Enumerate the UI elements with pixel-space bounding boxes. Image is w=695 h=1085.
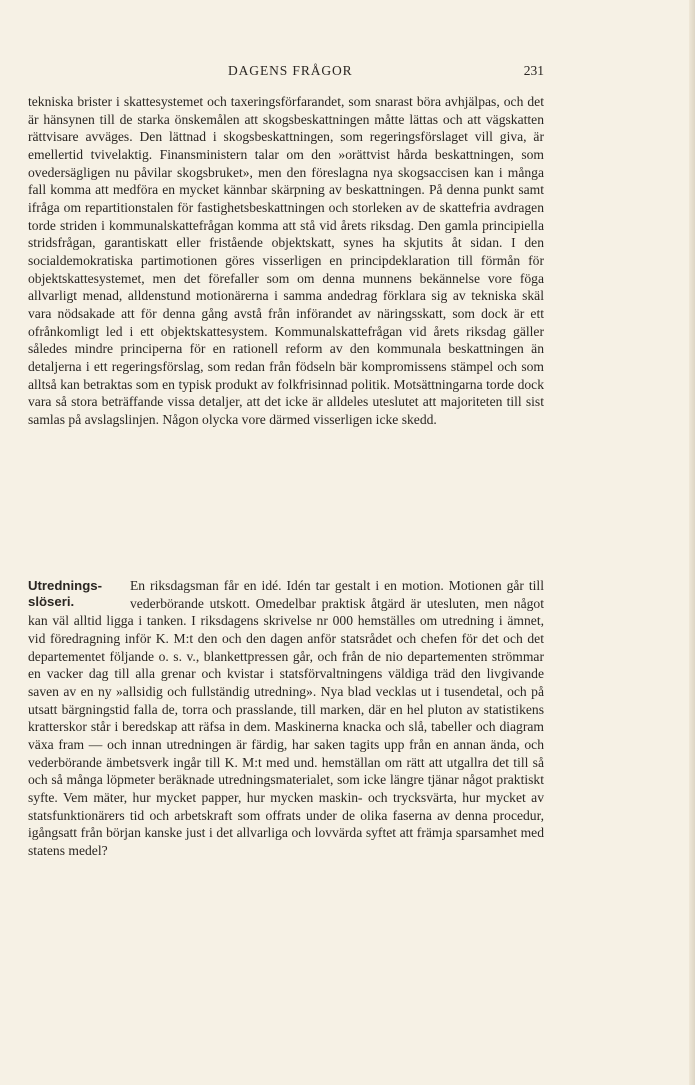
- section-heading-line: Utrednings-: [28, 578, 102, 593]
- page-number: 231: [523, 63, 544, 78]
- body-paragraph-2: [28, 577, 544, 860]
- page-header: [28, 63, 544, 83]
- section-utredningsloseri: [28, 577, 544, 860]
- body-paragraph-1: tekniska brister i skattesystemet och taxeringsförfarandet, som snarast böra avhjälpas, och det är hänsynen till de starka önskemålen att skogsbeskattningen måtte lättas och att vägskatten rättvisare avväges. Den lättnad i skogsbeskattningen, som regeringsförslaget vill giva, är emellertid tvivelaktig. Finansministern talar om den »orättvist hårda beskattningen, som ovedersägligen nu påvilar skogsbruket», men den föreslagna nya skogsaccisen kan i många fall komma att medföra en mycket kännbar skärpning av beskattningen. På denna punkt samt ifråga om repartitionstalen för fastighetsbeskattningen och storleken av de skattefria avdragen torde striden i kommunalskattefrågan komma att stå vid årets riksdag. Den gamla principiella stridsfrågan, garantiskatt eller fristående objektskatt, synes ha skjutits åt sidan. I den socialdemokratiska partimotionen göres visserligen en principdeklaration till förmån för objektskattesystemet, men det förefaller som om denna munnens bekännelse vore föga allvarligt menad, alldenstund motionärerna i samma andedrag förklara sig av tekniska skäl vara nödsakade att för denna gång avstå från införandet av näringsskatt, som dock är ett ofrånkomligt led i ett objektskattesystem. Kommunalskattefrågan vid årets riksdag gäller således mindre principerna för en rationell reform av den kommunala beskattningen än detaljerna i ett regeringsförslag, som redan från födseln bär kompromissens stämpel och som alltså kan betraktas som en typisk produkt av folkfrisinnad politik. Motsättningarna torde dock vara så stora beträffande vissa detaljer, att det icke är alldeles uteslutet att majoriteten till sist samlas på avslagslinjen. Någon olycka vore därmed visserligen icke skedd.: [28, 94, 544, 427]
- section-heading: [28, 578, 128, 610]
- running-title: DAGENS FRÅGOR: [228, 63, 353, 78]
- section-heading-line: slöseri.: [28, 594, 75, 609]
- body-paragraph-2-text: En riksdagsman får en idé. Idén tar gestalt i en motion. Motionen går till vederbörande utskott. Omedelbar praktisk åtgärd är utesluten, men något kan väl alltid ligga i tanken. I riksdagens skrivelse nr 000 hemställes om utredning i ämnet, vid föredragning inför K. M:t den och den dagen anför statsrådet och chefen för det och det departementet följande o. s. v., blankettpressen går, och från de nio departementen strömmar en vacker dag till alla grenar och kvistar i statsförvaltningens väldiga träd den livgivande saven av en ny »allsidig och fullständig utredning». Nya blad vecklas ut i tusendetal, och på utsatt bärgningstid falla de, torra och prasslande, till marken, där en hel pluton av statistikens kratterskor står i beredskap att räfsa in dem. Maskinerna knacka och slå, tabeller och diagram växa fram — och innan utredningen är färdig, har saken tagits upp från en annan ända, och vederbörande ämbetsverk ingår till K. M:t med und. hemställan om rätt att utgallra det till så och så många löpmeter beräknade utredningsmaterialet, som icke längre tjänar något praktiskt syfte. Vem mäter, hur mycket papper, hur mycken maskin- och trycksvärta, hur mycket av statsfunktionärers tid och arbetskraft som offrats under de olika faserna av denna procedur, igångsatt från början kanske just i det allvarliga och lovvärda syftet att främja sparsamhet med statens medel?: [28, 578, 544, 858]
- page-edge: [689, 0, 695, 1085]
